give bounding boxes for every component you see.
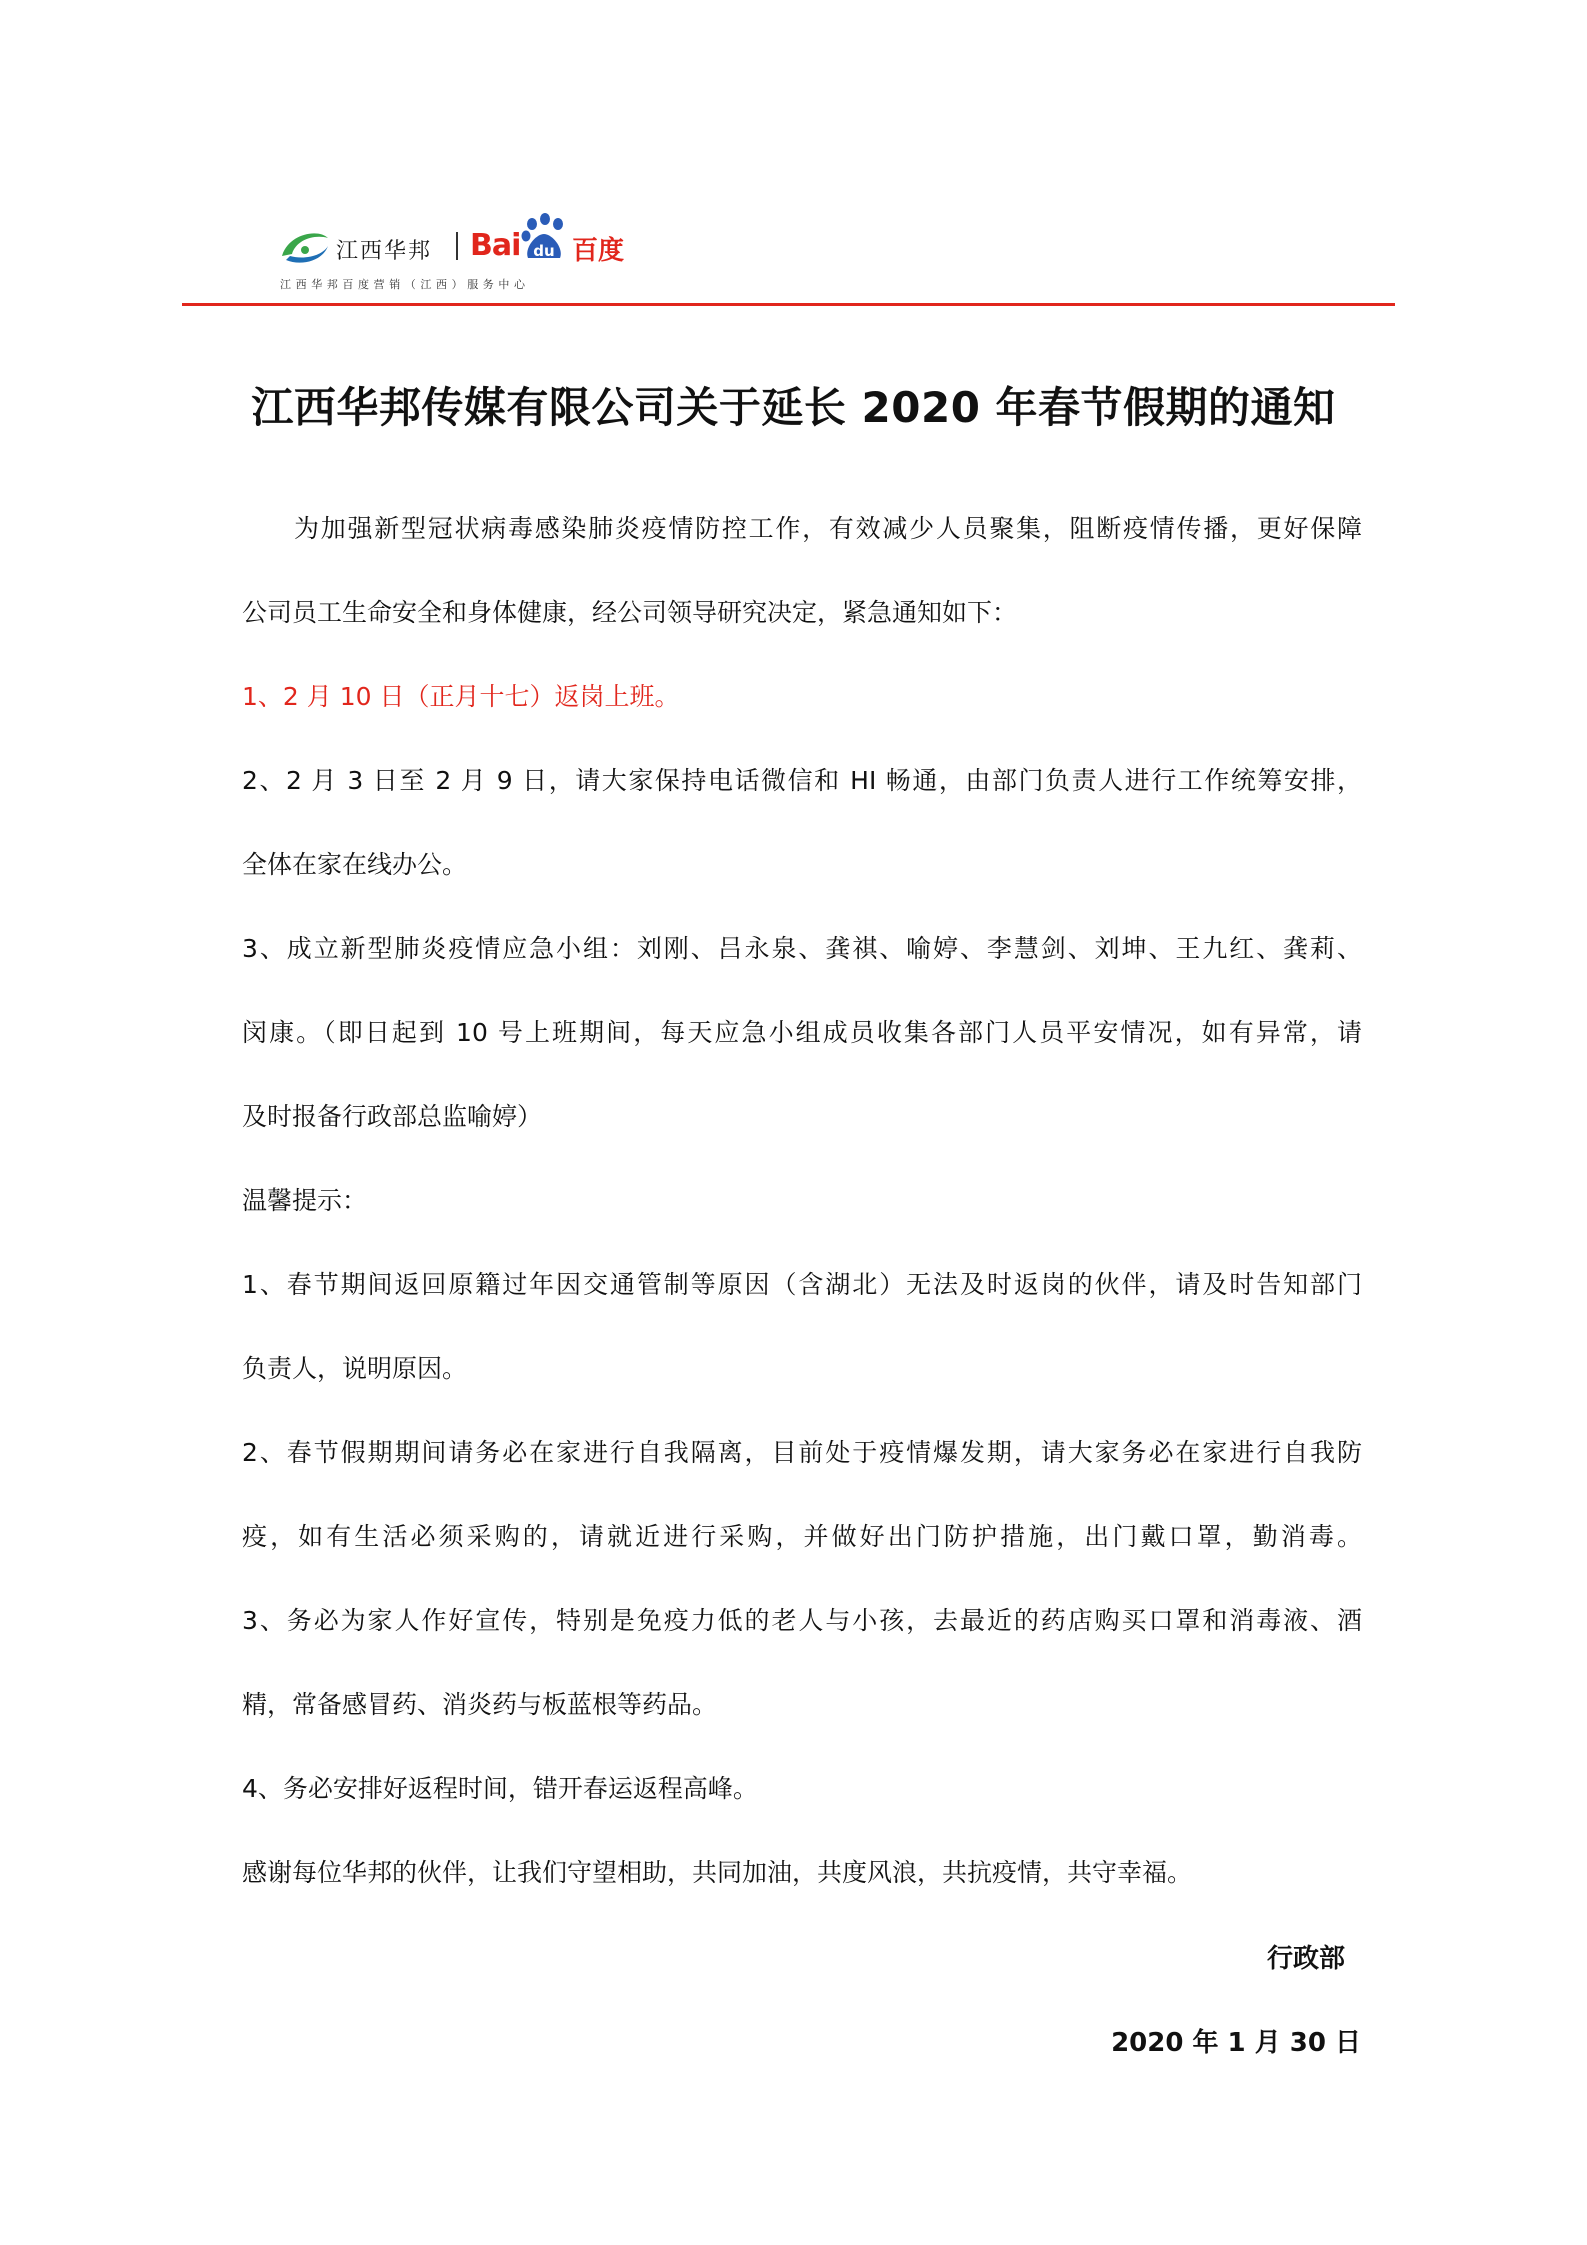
body-line: 为加强新型冠状病毒感染肺炎疫情防控工作，有效减少人员聚集，阻断疫情传播，更好保障 bbox=[294, 514, 1362, 543]
body-line: 负责人，说明原因。 bbox=[242, 1354, 468, 1383]
signature-date: 2020 年 1 月 30 日 bbox=[1111, 2028, 1361, 2058]
company-short-name: 江西华邦 bbox=[336, 239, 433, 264]
tips-heading: 温馨提示： bbox=[242, 1186, 368, 1215]
body-line: 2、春节假期期间请务必在家进行自我隔离，目前处于疫情爆发期，请大家务必在家进行自我防 bbox=[242, 1438, 1362, 1467]
body-line: 全体在家在线办公。 bbox=[242, 850, 468, 879]
body-line: 及时报备行政部总监喻婷） bbox=[242, 1102, 543, 1131]
body-line: 2、2 月 3 日至 2 月 9 日，请大家保持电话微信和 HI 畅通，由部门负责人进行工作统筹安排， bbox=[242, 766, 1362, 795]
body-line-highlight: 1、2 月 10 日（正月十七）返岗上班。 bbox=[242, 682, 680, 711]
baidu-paw-icon bbox=[518, 212, 570, 264]
signature-department: 行政部 bbox=[1266, 1944, 1345, 1974]
body-line: 疫，如有生活必须采购的，请就近进行采购，并做好出门防护措施，出门戴口罩，勤消毒。 bbox=[242, 1522, 1362, 1551]
body-line: 精，常备感冒药、消炎药与板蓝根等药品。 bbox=[242, 1690, 718, 1719]
letterhead-subtitle: 江西华邦百度营销（江西）服务中心 bbox=[280, 278, 530, 291]
body-line: 3、成立新型肺炎疫情应急小组：刘刚、吕永泉、龚祺、喻婷、李慧剑、刘坤、王九红、龚莉、 bbox=[242, 934, 1362, 963]
logo-divider bbox=[456, 232, 458, 260]
body-line: 1、春节期间返回原籍过年因交通管制等原因（含湖北）无法及时返岗的伙伴，请及时告知部门 bbox=[242, 1270, 1362, 1299]
document-title: 江西华邦传媒有限公司关于延长 2020 年春节假期的通知 bbox=[251, 383, 1336, 432]
body-line: 4、务必安排好返程时间，错开春运返程高峰。 bbox=[242, 1774, 758, 1803]
baidu-logo-chinese: 百度 bbox=[572, 236, 625, 266]
body-line: 公司员工生命安全和身体健康，经公司领导研究决定，紧急通知如下： bbox=[242, 598, 1018, 627]
huabang-logo-icon bbox=[278, 226, 332, 270]
body-line: 3、务必为家人作好宣传，特别是免疫力低的老人与小孩，去最近的药店购买口罩和消毒液、酒 bbox=[242, 1606, 1362, 1635]
letterhead-rule bbox=[182, 303, 1395, 306]
body-line: 感谢每位华邦的伙伴，让我们守望相助，共同加油，共度风浪，共抗疫情，共守幸福。 bbox=[242, 1858, 1193, 1887]
baidu-paw-text: du bbox=[533, 242, 555, 260]
baidu-logo-latin: Bai bbox=[470, 228, 521, 263]
body-line: 闵康。（即日起到 10 号上班期间，每天应急小组成员收集各部门人员平安情况，如有异常，请 bbox=[242, 1018, 1362, 1047]
letterhead bbox=[278, 212, 658, 302]
